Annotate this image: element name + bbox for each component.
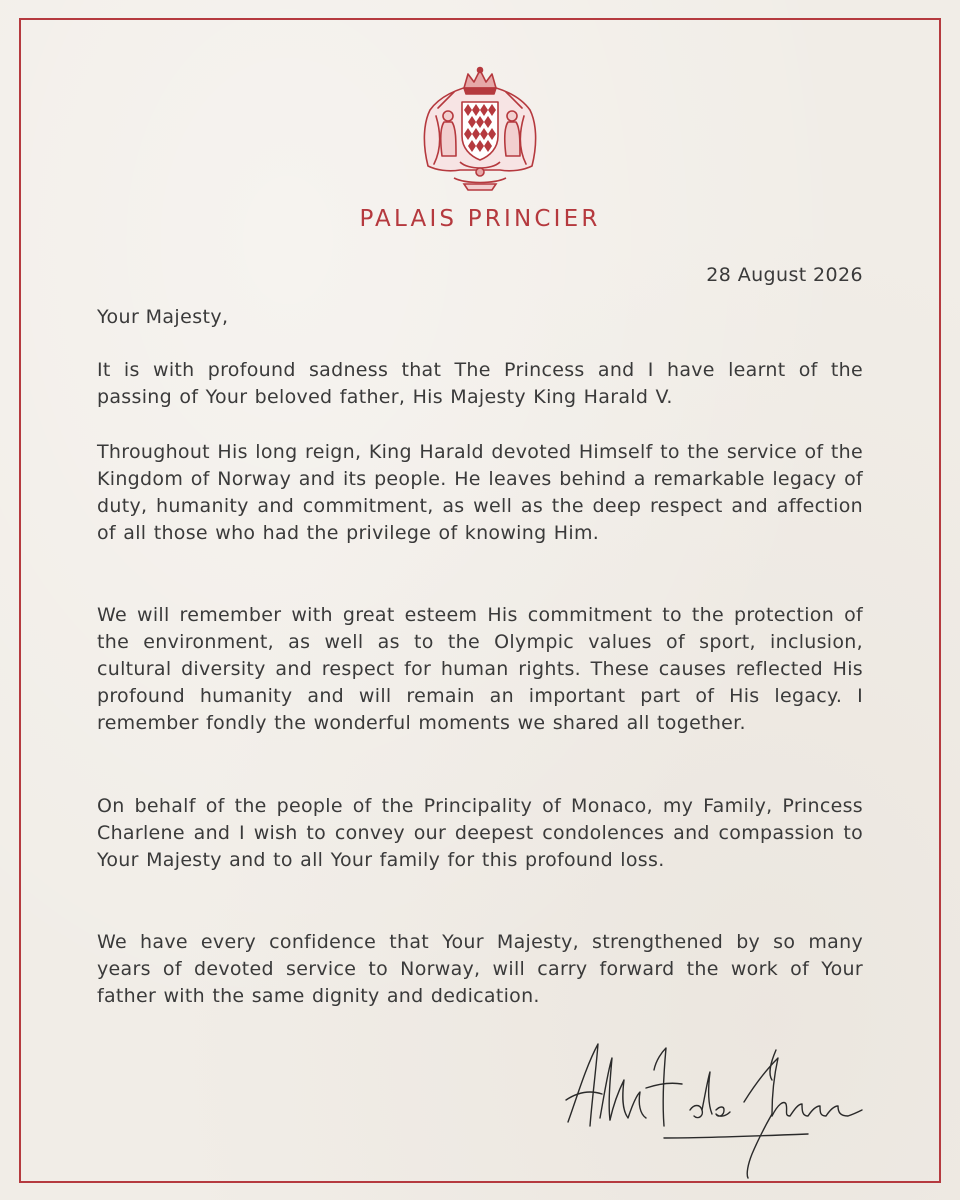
letter-date: 28 August 2026 [706, 264, 863, 286]
paragraph-5: We have every confidence that Your Majesty, strengthened by so many years of devoted service to Norway, will carry forward the work of Your father with the same dignity and dedication. [97, 931, 863, 1007]
paragraph-1: It is with profound sadness that The Princess and I have learnt of the passing of Your beloved father, His Majesty King Harald V. [97, 359, 863, 408]
salutation: Your Majesty, [97, 306, 229, 328]
letterhead-title: PALAIS PRINCIER [359, 206, 601, 232]
monaco-coat-of-arms-icon [414, 66, 546, 194]
handwritten-signature-icon [558, 1030, 878, 1180]
paragraph-4: On behalf of the people of the Principality of Monaco, my Family, Princess Charlene and I wish to convey our deepest condolences and compassion to Your Majesty and to all Your family for this profound loss. [97, 795, 863, 871]
paragraph-2: Throughout His long reign, King Harald devoted Himself to the service of the Kingdom of Norway and its people. He leaves behind a remarkable legacy of duty, humanity and commitment, as well as the deep respect and affection of all those who had the privilege of knowing Him. [97, 441, 863, 544]
paragraph-3: We will remember with great esteem His commitment to the protection of the environment, as well as to the Olympic values of sport, inclusion, cultural diversity and respect for human rights. These causes reflected His profound humanity and will remain an important part of His legacy. I remember fondly the wonderful moments we shared all together. [97, 604, 863, 734]
